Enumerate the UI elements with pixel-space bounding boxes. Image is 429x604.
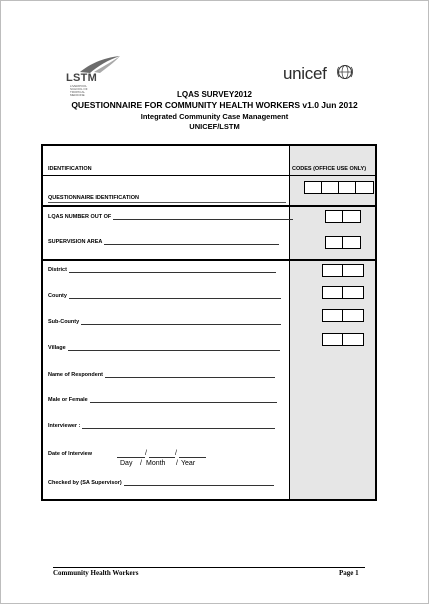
year-caption: Year xyxy=(181,460,196,467)
interviewer-text: Interviewer : xyxy=(48,423,81,429)
district-label xyxy=(48,267,276,273)
interviewer-line[interactable] xyxy=(82,427,275,429)
date-label: Date of Interview xyxy=(48,451,93,457)
date-separator: / xyxy=(145,450,147,457)
questionnaire-subtitle: Integrated Community Case Management xyxy=(140,112,289,121)
sub-county-line[interactable] xyxy=(81,323,281,325)
respondent-label xyxy=(48,372,275,378)
page-number: Page 1 xyxy=(339,569,359,577)
village-line[interactable] xyxy=(68,349,280,351)
divider xyxy=(43,205,375,207)
questionnaire-id-label: QUESTIONNAIRE IDENTIFICATION xyxy=(48,195,139,201)
lqas-number-code-boxes[interactable] xyxy=(325,210,361,223)
interviewer-label xyxy=(48,423,275,429)
lstm-wordmark: LSTM xyxy=(66,72,98,84)
district-text: District xyxy=(48,267,67,273)
respondent-text: Name of Respondent xyxy=(48,372,104,378)
respondent-line[interactable] xyxy=(105,376,275,378)
county-text: County xyxy=(48,293,67,299)
organisation-line: UNICEF/LSTM xyxy=(189,122,240,131)
identification-label: IDENTIFICATION xyxy=(48,166,92,172)
year-input-line[interactable] xyxy=(179,450,206,458)
codes-label: CODES (OFFICE USE ONLY) xyxy=(292,166,367,172)
county-code-boxes[interactable] xyxy=(322,286,364,299)
lqas-number-line[interactable] xyxy=(113,218,293,220)
checked-by-text: Checked by (SA Supervisor) xyxy=(48,480,122,486)
date-separator: / xyxy=(175,450,177,457)
supervision-area-text: SUPERVISION AREA xyxy=(48,239,103,245)
survey-heading: LQAS SURVEY2012 xyxy=(177,90,252,99)
questionnaire-id-code-boxes[interactable] xyxy=(304,181,374,194)
county-line[interactable] xyxy=(69,297,281,299)
divider xyxy=(43,259,375,261)
footer-title: Community Health Workers xyxy=(53,569,139,577)
supervision-area-code-boxes[interactable] xyxy=(325,236,361,249)
sex-label xyxy=(48,397,277,403)
unicef-globe-icon xyxy=(336,63,354,81)
questionnaire-title: QUESTIONNAIRE FOR COMMUNITY HEALTH WORKERS v1.0 Jun 2012 xyxy=(71,100,358,110)
district-line[interactable] xyxy=(69,271,276,273)
date-separator: / xyxy=(176,460,178,467)
village-label xyxy=(48,345,280,351)
checked-by-line[interactable] xyxy=(124,484,274,486)
date-separator: / xyxy=(140,460,142,467)
entry-line xyxy=(48,202,286,203)
lqas-number-label xyxy=(48,214,293,220)
district-code-boxes[interactable] xyxy=(322,264,364,277)
village-text: Village xyxy=(48,345,66,351)
sex-line[interactable] xyxy=(90,401,277,403)
sub-county-text: Sub-County xyxy=(48,319,80,325)
footer-rule xyxy=(53,567,365,568)
sex-text: Male or Female xyxy=(48,397,88,403)
lstm-subtitle: LIVERPOOL SCHOOL OF TROPICAL MEDICINE xyxy=(70,84,88,97)
county-label xyxy=(48,293,281,299)
day-caption: Day xyxy=(120,460,133,467)
checked-by-label xyxy=(48,480,274,486)
month-input-line[interactable] xyxy=(149,450,175,458)
sub-county-code-boxes[interactable] xyxy=(322,309,364,322)
supervision-area-line[interactable] xyxy=(104,243,279,245)
day-input-line[interactable] xyxy=(117,450,145,458)
supervision-area-label xyxy=(48,239,279,245)
lstm-logo xyxy=(66,54,118,97)
village-code-boxes[interactable] xyxy=(322,333,364,346)
unicef-wordmark: unicef xyxy=(283,64,327,83)
sub-county-label xyxy=(48,319,281,325)
month-caption: Month xyxy=(146,460,166,467)
lqas-number-text: LQAS NUMBER OUT OF xyxy=(48,214,112,220)
divider xyxy=(45,175,287,176)
